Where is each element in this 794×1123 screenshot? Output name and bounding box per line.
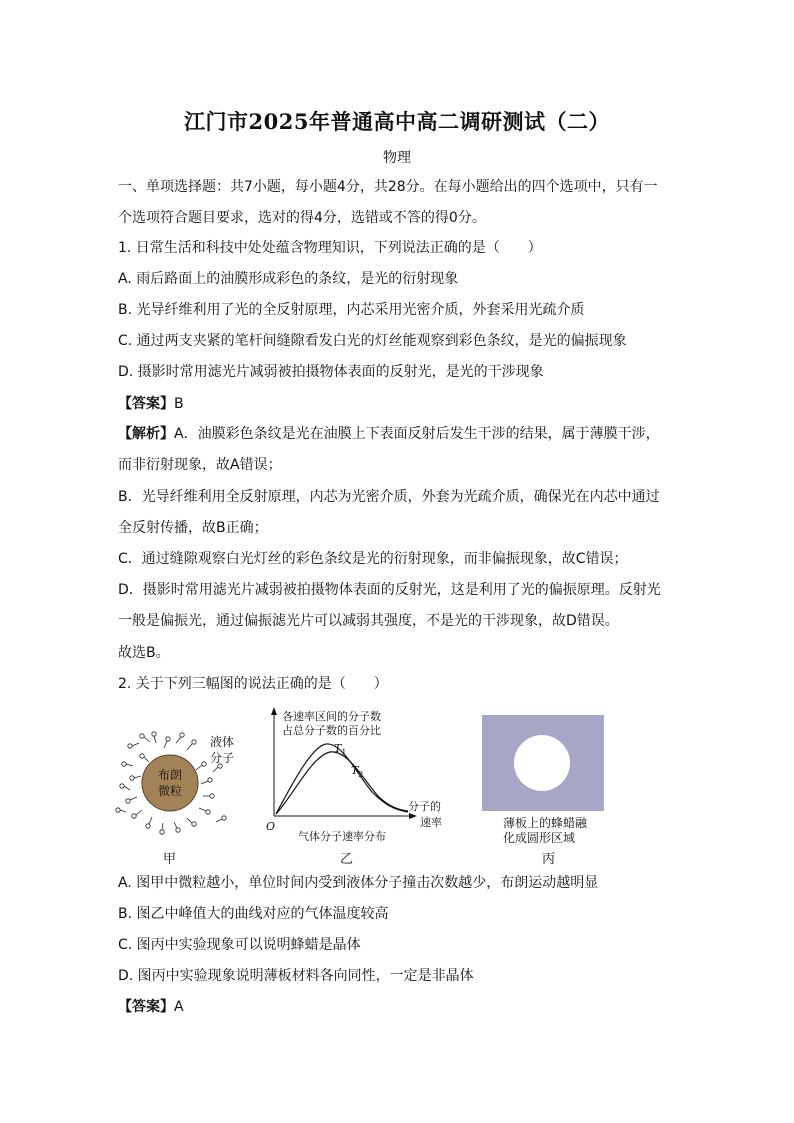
answer-tag: 【答案】: [118, 396, 174, 412]
question-1-stem: 1. 日常生活和科技中处处蕴含物理知识，下列说法正确的是（ ）: [118, 240, 542, 256]
x-axis-label-2: 速率: [420, 816, 442, 829]
wax-desc-2: 化成圆形区域: [503, 831, 576, 845]
question-2-answer: [118, 997, 688, 1017]
question-1-answer: [118, 394, 688, 414]
question-1-analysis-line-3: B．光导纤维利用全反射原理，内芯为光密介质，外套为光疏介质，确保光在内芯中通过: [118, 489, 660, 505]
question-2-option-c: C. 图丙中实验现象可以说明蜂蜡是晶体: [118, 937, 361, 953]
particle-label-2: 微粒: [157, 784, 183, 798]
question-2-option-a: A. 图甲中微粒越小，单位时间内受到液体分子撞击次数越少，布朗运动越明显: [118, 875, 599, 891]
question-1-option-d: D. 摄影时常用滤光片减弱被拍摄物体表面的反射光，是光的干涉现象: [118, 364, 544, 380]
question-1-analysis-line-7: 一般是偏振光，通过偏振滤光片可以减弱其强度，不是光的干涉现象，故D错误。: [118, 613, 619, 629]
y-axis-label-1: 各速率区间的分子数: [282, 710, 381, 723]
brownian-diagram: [112, 726, 252, 841]
brownian-particle: [142, 755, 198, 811]
subject-label: 物理: [383, 150, 411, 166]
particle-label-1: 布朗: [157, 768, 183, 782]
figure-yi-caption: 乙: [340, 852, 354, 867]
wax-plate-diagram: [482, 715, 604, 811]
figure-wax-plate: [482, 715, 604, 811]
figure-bing-caption: 丙: [542, 852, 556, 867]
y-axis-arrow: [271, 707, 277, 715]
melted-wax-circle: [514, 735, 570, 791]
figure-speed-distribution: [262, 704, 462, 844]
analysis-text: A．油膜彩色条纹是光在油膜上下表面反射后发生干涉的结果，属于薄膜干涉，: [174, 426, 660, 442]
answer-value: A: [174, 999, 184, 1015]
x-axis-label-1: 分子的: [408, 800, 441, 813]
answer-tag: 【答案】: [118, 999, 174, 1015]
liquid-label-1: 液体: [210, 735, 235, 749]
question-2-stem: 2. 关于下列三幅图的说法正确的是（ ）: [118, 676, 388, 692]
t2-label: $T_2$: [351, 764, 364, 779]
answer-value: B: [174, 396, 184, 412]
curve-t2: [276, 752, 408, 814]
origin-label: O: [266, 820, 276, 833]
figure-jia-caption: 甲: [163, 852, 177, 867]
question-1-analysis-line-5: C．通过缝隙观察白光灯丝的彩色条纹是光的衍射现象，而非偏振现象，故C错误；: [118, 551, 628, 567]
question-1-analysis-line-2: 而非衍射现象，故A错误；: [118, 457, 282, 473]
liquid-label-2: 分子: [210, 751, 235, 765]
plot-title: 气体分子速率分布: [298, 830, 386, 843]
t1-label: $T_1$: [334, 742, 347, 757]
figure-brownian-motion: [112, 726, 252, 841]
question-1-analysis-line-4: 全反射传播，故B正确；: [118, 520, 268, 536]
question-1-option-b: B. 光导纤维利用了光的全反射原理，内芯采用光密介质，外套采用光疏介质: [118, 302, 585, 318]
question-2-option-b: B. 图乙中峰值大的曲线对应的气体温度较高: [118, 906, 389, 922]
question-1-option-a: A. 雨后路面上的油膜形成彩色的条纹，是光的衍射现象: [118, 271, 459, 287]
x-axis-arrow: [409, 813, 417, 819]
wax-desc-1: 薄板上的蜂蜡融: [503, 816, 588, 830]
speed-distribution-plot: [262, 704, 462, 844]
question-1-analysis-line-6: D．摄影时常用滤光片减弱被拍摄物体表面的反射光，这是利用了光的偏振原理。反射光: [118, 582, 661, 598]
question-1-analysis-line-8: 故选B。: [118, 645, 170, 661]
section-instruction-line-1: 一、单项选择题：共7小题，每小题4分，共28分。在每小题给出的四个选项中，只有一: [118, 179, 658, 195]
y-axis-label-2: 占总分子数的百分比: [282, 724, 381, 737]
question-1-analysis-line-1: [118, 424, 688, 444]
question-1-option-c: C. 通过两支夹紧的笔杆间缝隙看发白光的灯丝能观察到彩色条纹，是光的偏振现象: [118, 333, 627, 349]
question-2-option-d: D. 图丙中实验现象说明薄板材料各向同性，一定是非晶体: [118, 968, 474, 984]
section-instruction-line-2: 个选项符合题目要求，选对的得4分，选错或不答的得0分。: [118, 210, 486, 226]
analysis-tag: 【解析】: [118, 426, 174, 442]
page-title: 江门市2025年普通高中高二调研测试（二）: [184, 109, 610, 134]
